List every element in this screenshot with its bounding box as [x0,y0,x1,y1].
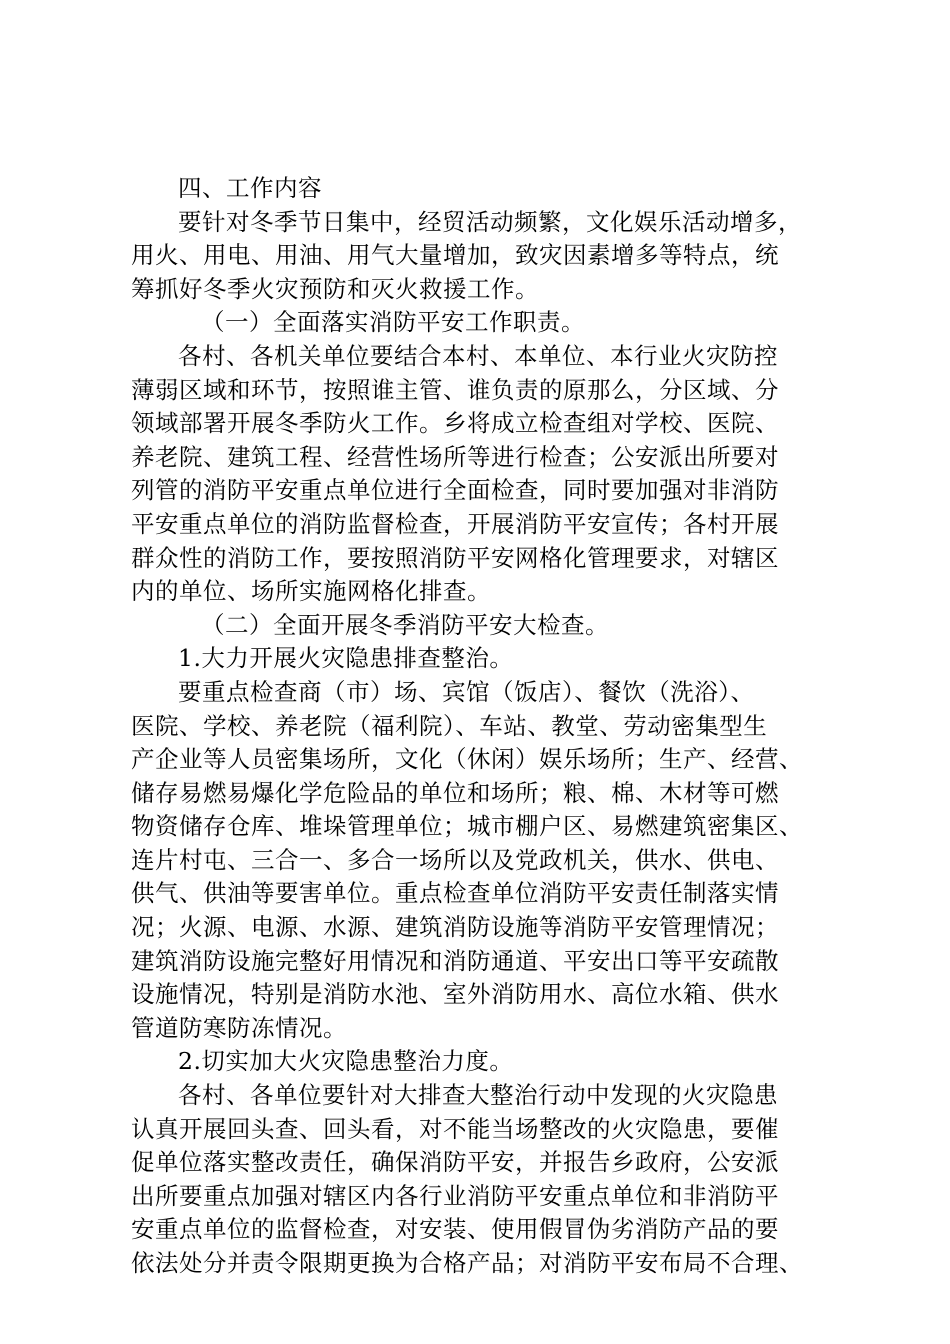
text-line: 管道防寒防冻情况。 [131,1013,347,1042]
text-line: （二）全面开展冬季消防平安大检查。 [201,610,609,639]
text-line: 用火、用电、用油、用气大量增加，致灾因素增多等特点，统 [131,241,779,270]
text-line: 各村、各单位要针对大排查大整治行动中发现的火灾隐患 [178,1081,778,1110]
text-line: 1.大力开展火灾隐患排查整治。 [178,644,514,673]
text-line: 平安重点单位的消防监督检查，开展消防平安宣传；各村开展 [131,509,779,538]
text-line: 群众性的消防工作，要按照消防平安网格化管理要求，对辖区 [131,543,779,572]
text-line: 储存易燃易爆化学危险品的单位和场所；粮、棉、木材等可燃 [131,778,779,807]
text-line: 薄弱区域和环节，按照谁主管、谁负责的原那么，分区域、分 [131,375,779,404]
text-line: 要重点检查商（市）场、宾馆（饭店）、餐饮（洗浴）、 [178,677,755,706]
text-line: 2.切实加大火灾隐患整治力度。 [178,1047,514,1076]
text-line: 要针对冬季节日集中，经贸活动频繁，文化娱乐活动增多， [178,207,802,236]
text-line: 连片村屯、三合一、多合一场所以及党政机关，供水、供电、 [131,845,779,874]
text-line: 领域部署开展冬季防火工作。乡将成立检查组对学校、医院、 [131,409,779,438]
document-page [131,172,831,1281]
text-line: 列管的消防平安重点单位进行全面检查，同时要加强对非消防 [131,476,779,505]
text-line: 筹抓好冬季火灾预防和灭火救援工作。 [131,274,539,303]
text-line: 出所要重点加强对辖区内各行业消防平安重点单位和非消防平 [131,1181,779,1210]
text-line: 建筑消防设施完整好用情况和消防通道、平安出口等平安疏散 [131,946,779,975]
text-line: 供气、供油等要害单位。重点检查单位消防平安责任制落实情 [131,879,779,908]
text-line: 四、工作内容 [178,174,322,202]
text-line: 促单位落实整改责任，确保消防平安，并报告乡政府，公安派 [131,1148,779,1177]
text-line: 医院、学校、养老院（福利院）、车站、教堂、劳动密集型生 [131,711,768,740]
text-line: （一）全面落实消防平安工作职责。 [201,308,585,337]
text-line: 安重点单位的监督检查，对安装、使用假冒伪劣消防产品的要 [131,1215,779,1244]
text-line: 依法处分并责令限期更换为合格产品；对消防平安布局不合理、 [131,1249,803,1277]
text-line: 各村、各机关单位要结合本村、本单位、本行业火灾防控 [178,341,778,370]
text-line: 内的单位、场所实施网格化排查。 [131,577,491,606]
text-line: 养老院、建筑工程、经营性场所等进行检查；公安派出所要对 [131,442,779,471]
text-line: 认真开展回头查、回头看，对不能当场整改的火灾隐患，要催 [131,1114,779,1143]
text-line: 产企业等人员密集场所，文化（休闲）娱乐场所；生产、经营、 [131,745,803,774]
text-line: 物资储存仓库、堆垛管理单位；城市棚户区、易燃建筑密集区、 [131,812,803,841]
text-line: 况；火源、电源、水源、建筑消防设施等消防平安管理情况； [131,913,779,942]
text-line: 设施情况，特别是消防水池、室外消防用水、高位水箱、供水 [131,980,779,1009]
